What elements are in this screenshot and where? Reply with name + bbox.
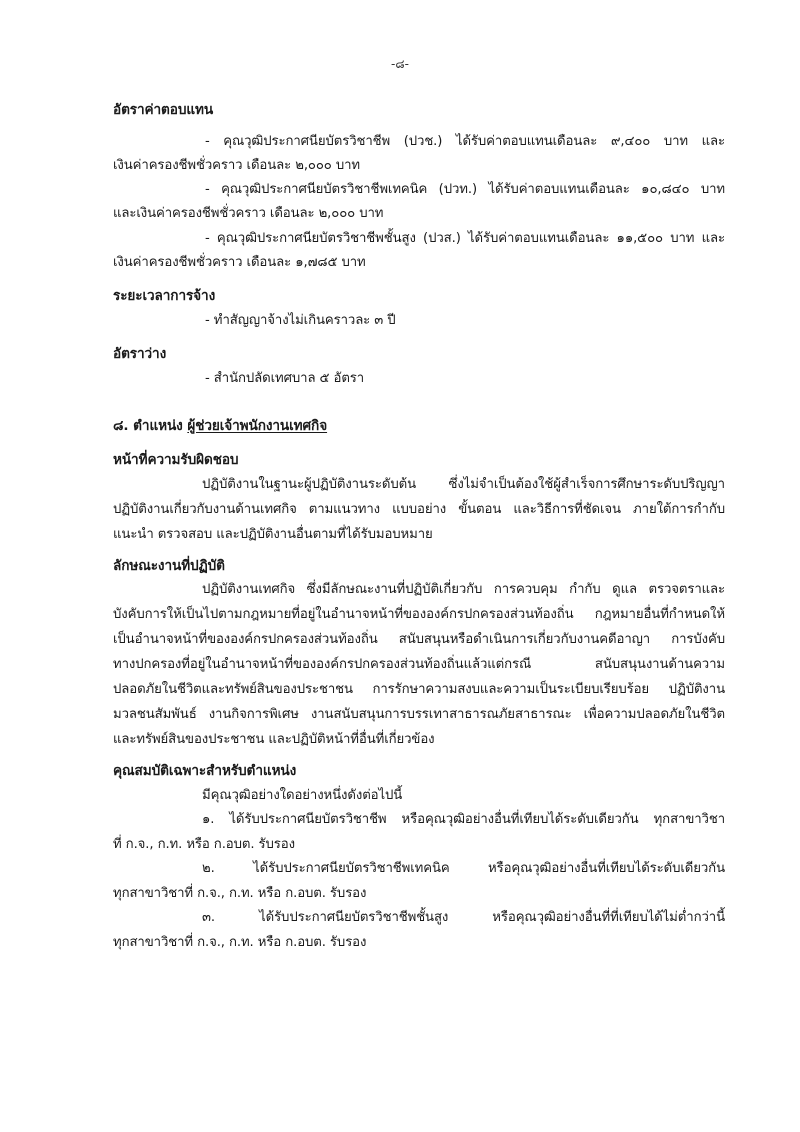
qualification-1-line1: ๑. ได้รับประกาศนียบัตรวิชาชีพ หรือคุณวุฒิอย่างอื่นที่เทียบได้ระดับเดียวกัน ทุกสาขาวิชา xyxy=(202,812,725,827)
work-nature-line-7: และทรัพย์สินของประชาชน และปฏิบัติหน้าที่อื่นที่เกี่ยวข้อง xyxy=(113,732,435,747)
compensation-item-3-line1: - คุณวุฒิประกาศนียบัตรวิชาชีพชั้นสูง (ปวส.) ได้รับค่าตอบแทนเดือนละ ๑๑,๕๐๐ บาท และ xyxy=(205,231,725,246)
responsibilities-heading: หน้าที่ความรับผิดชอบ xyxy=(113,452,239,468)
qualification-1-line2: ที่ ก.จ., ก.ท. หรือ ก.อบต. รับรอง xyxy=(113,837,295,852)
employment-period-heading: ระยะเวลาการจ้าง xyxy=(113,288,216,304)
responsibilities-line-3: แนะนำ ตรวจสอบ และปฏิบัติงานอื่นตามที่ได้รับมอบหมาย xyxy=(113,527,433,542)
page-number: -๘- xyxy=(391,57,409,71)
employment-period-item: - ทำสัญญาจ้างไม่เกินคราวละ ๓ ปี xyxy=(205,313,396,328)
qualifications-intro: มีคุณวุฒิอย่างใดอย่างหนึ่งดังต่อไปนี้ xyxy=(202,788,403,803)
compensation-item-1-line2: เงินค่าครองชีพชั่วคราว เดือนละ ๒,๐๐๐ บาท xyxy=(113,158,361,173)
responsibilities-line-2: ปฏิบัติงานเกี่ยวกับงานด้านเทศกิจ ตามแนวทาง แบบอย่าง ขั้นตอน และวิธีการที่ชัดเจน ภายใต้การกำกับ xyxy=(113,502,725,517)
qualification-3-line1: ๓. ได้รับประกาศนียบัตรวิชาชีพชั้นสูง หรือคุณวุฒิอย่างอื่นที่ที่เทียบได้ไม่ต่ำกว่านี้ xyxy=(202,910,725,925)
qualification-2-line1: ๒. ได้รับประกาศนียบัตรวิชาชีพเทคนิค หรือคุณวุฒิอย่างอื่นที่เทียบได้ระดับเดียวกัน xyxy=(202,861,725,876)
work-nature-line-4: ทางปกครองที่อยู่ในอำนาจหน้าที่ขององค์กรปกครองส่วนท้องถิ่นแล้วแต่กรณี สนับสนุนงานด้านความ xyxy=(113,657,725,672)
compensation-item-2-line1: - คุณวุฒิประกาศนียบัตรวิชาชีพเทคนิค (ปวท.) ได้รับค่าตอบแทนเดือนละ ๑๐,๘๔๐ บาท xyxy=(205,182,725,197)
compensation-item-1-line1: - คุณวุฒิประกาศนียบัตรวิชาชีพ (ปวช.) ได้รับค่าตอบแทนเดือนละ ๙,๔๐๐ บาท และ xyxy=(205,134,725,149)
work-nature-heading: ลักษณะงานที่ปฏิบัติ xyxy=(113,558,225,574)
work-nature-line-2: บังคับการให้เป็นไปตามกฎหมายที่อยู่ในอำนาจหน้าที่ขององค์กรปกครองส่วนท้องถิ่น กฎหมายอื่นที่กำหนดให้ xyxy=(113,607,725,622)
qualification-2-line2: ทุกสาขาวิชาที่ ก.จ., ก.ท. หรือ ก.อบต. รับรอง xyxy=(113,886,367,901)
work-nature-line-6: มวลชนสัมพันธ์ งานกิจการพิเศษ งานสนับสนุนการบรรเทาสาธารณภัยสาธารณะ เพื่อความปลอดภัยในชีวิต xyxy=(113,707,725,722)
work-nature-line-5: ปลอดภัยในชีวิตและทรัพย์สินของประชาชน การรักษาความสงบและความเป็นระเบียบเรียบร้อย ปฏิบัติงาน xyxy=(113,682,725,697)
responsibilities-line-1: ปฏิบัติงานในฐานะผู้ปฏิบัติงานระดับต้น ซึ่งไม่จำเป็นต้องใช้ผู้สำเร็จการศึกษาระดับปริญญา xyxy=(202,477,725,492)
position-heading xyxy=(113,417,725,435)
compensation-heading: อัตราค่าตอบแทน xyxy=(113,102,214,118)
work-nature-line-1: ปฏิบัติงานเทศกิจ ซึ่งมีลักษณะงานที่ปฏิบัติเกี่ยวกับ การควบคุม กำกับ ดูแล ตรวจตราและ xyxy=(202,582,725,597)
vacancies-heading: อัตราว่าง xyxy=(113,346,167,362)
compensation-item-2-line2: และเงินค่าครองชีพชั่วคราว เดือนละ ๒,๐๐๐ บาท xyxy=(113,206,384,221)
position-title: ผู้ช่วยเจ้าพนักงานเทศกิจ xyxy=(187,418,328,434)
position-prefix: ๘. ตำแหน่ง xyxy=(113,418,188,434)
qualification-3-line2: ทุกสาขาวิชาที่ ก.จ., ก.ท. หรือ ก.อบต. รับรอง xyxy=(113,935,367,950)
vacancies-item: - สำนักปลัดเทศบาล ๕ อัตรา xyxy=(205,371,365,386)
qualifications-heading: คุณสมบัติเฉพาะสำหรับตำแหน่ง xyxy=(113,763,297,779)
compensation-item-3-line2: เงินค่าครองชีพชั่วคราว เดือนละ ๑,๗๘๕ บาท xyxy=(113,255,366,270)
work-nature-line-3: เป็นอำนาจหน้าที่ขององค์กรปกครองส่วนท้องถิ่น สนับสนุนหรือดำเนินการเกี่ยวกับงานคดีอาญา การบังคับ xyxy=(113,632,725,647)
